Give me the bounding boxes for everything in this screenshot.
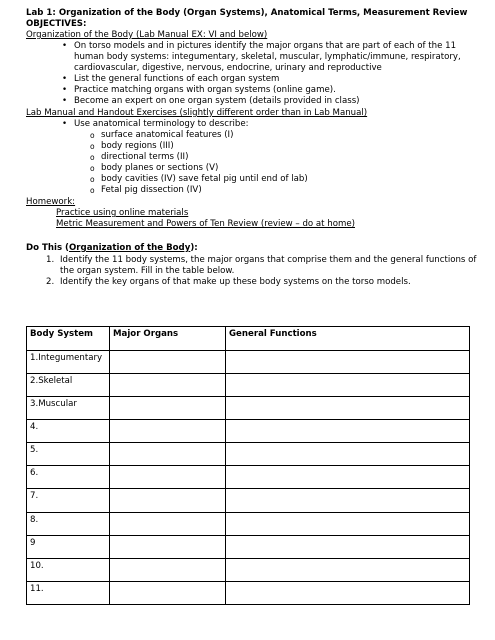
table-row	[27, 374, 470, 397]
step-number: 2.	[46, 277, 55, 287]
homework-link-metric-review[interactable]: Metric Measurement and Powers of Ten Review (review – do at home)	[56, 219, 355, 229]
do-this-heading	[26, 243, 198, 254]
general-functions-cell[interactable]	[226, 489, 470, 512]
objective-bullet-continuation: cardiovascular, digestive, nervous, endocrine, urinary and reproductive	[74, 63, 382, 73]
major-organs-cell[interactable]	[110, 489, 226, 512]
table-row	[27, 420, 470, 443]
major-organs-cell[interactable]	[110, 581, 226, 604]
major-organs-cell[interactable]	[110, 397, 226, 420]
column-header-general-functions: General Functions	[226, 327, 470, 351]
terminology-subitem: o body cavities (IV) save fetal pig until end of lab)	[101, 174, 308, 185]
terminology-bullet: • Use anatomical terminology to describe:	[74, 119, 249, 130]
general-functions-cell[interactable]	[226, 512, 470, 535]
major-organs-cell[interactable]	[110, 558, 226, 581]
step-text: Identify the key organs of that make up these body systems on the torso models.	[60, 277, 411, 287]
objective-bullet-continuation: human body systems: integumentary, skeletal, muscular, lymphatic/immune, respiratory,	[74, 52, 461, 62]
section-lab-manual-heading: Lab Manual and Handout Exercises (slightly different order than in Lab Manual)	[26, 108, 368, 118]
step-text-continuation: the organ system. Fill in the table below.	[60, 266, 235, 276]
major-organs-cell[interactable]	[110, 512, 226, 535]
major-organs-cell[interactable]	[110, 374, 226, 397]
terminology-subitem: o surface anatomical features (I)	[101, 130, 233, 141]
terminology-subitem: o body planes or sections (V)	[101, 163, 218, 174]
table-header-row	[27, 327, 470, 351]
table-row	[27, 351, 470, 374]
body-system-cell: 5.	[27, 443, 110, 466]
body-system-cell: 7.	[27, 489, 110, 512]
table-row	[27, 397, 470, 420]
body-system-cell: 8.	[27, 512, 110, 535]
column-header-body-system: Body System	[27, 327, 110, 351]
table-row	[27, 489, 470, 512]
body-system-cell: 11.	[27, 581, 110, 604]
general-functions-cell[interactable]	[226, 351, 470, 374]
table-row	[27, 466, 470, 489]
major-organs-cell[interactable]	[110, 466, 226, 489]
general-functions-cell[interactable]	[226, 374, 470, 397]
table-row	[27, 535, 470, 558]
terminology-subitem: o directional terms (II)	[101, 152, 188, 163]
general-functions-cell[interactable]	[226, 558, 470, 581]
do-this-prefix: Do This (	[26, 243, 69, 253]
objective-bullet: • On torso models and in pictures identify the major organs that are part of each of the 11	[74, 41, 456, 52]
body-systems-table	[26, 326, 470, 605]
column-header-major-organs: Major Organs	[110, 327, 226, 351]
general-functions-cell[interactable]	[226, 443, 470, 466]
major-organs-cell[interactable]	[110, 535, 226, 558]
objective-bullet: • List the general functions of each organ system	[74, 74, 279, 85]
homework-heading: Homework:	[26, 197, 76, 207]
step-number: 1.	[46, 255, 55, 265]
major-organs-cell[interactable]	[110, 351, 226, 374]
terminology-subitem: o Fetal pig dissection (IV)	[101, 185, 202, 196]
objectives-heading: OBJECTIVES:	[26, 19, 87, 29]
objective-bullet: • Practice matching organs with organ systems (online game).	[74, 85, 336, 96]
step-text: Identify the 11 body systems, the major organs that comprise them and the general functions of	[60, 255, 477, 265]
body-system-cell: 10.	[27, 558, 110, 581]
general-functions-cell[interactable]	[226, 397, 470, 420]
body-system-cell: 6.	[27, 466, 110, 489]
do-this-link: Organization of the Body	[69, 243, 191, 253]
body-system-cell: 2.Skeletal	[27, 374, 110, 397]
major-organs-cell[interactable]	[110, 443, 226, 466]
general-functions-cell[interactable]	[226, 420, 470, 443]
body-system-cell: 1.Integumentary	[27, 351, 110, 374]
do-this-suffix: ):	[190, 243, 198, 253]
general-functions-cell[interactable]	[226, 581, 470, 604]
homework-link-online-materials[interactable]: Practice using online materials	[56, 208, 189, 218]
page-title: Lab 1: Organization of the Body (Organ Systems), Anatomical Terms, Measurement Review	[26, 8, 468, 18]
general-functions-cell[interactable]	[226, 535, 470, 558]
body-system-cell: 9	[27, 535, 110, 558]
table-row	[27, 443, 470, 466]
general-functions-cell[interactable]	[226, 466, 470, 489]
table-row	[27, 581, 470, 604]
table-row	[27, 558, 470, 581]
body-system-cell: 4.	[27, 420, 110, 443]
major-organs-cell[interactable]	[110, 420, 226, 443]
section-organization-heading: Organization of the Body (Lab Manual EX: VI and below)	[26, 30, 268, 40]
objective-bullet: • Become an expert on one organ system (details provided in class)	[74, 96, 360, 107]
table-row	[27, 512, 470, 535]
terminology-subitem: o body regions (III)	[101, 141, 174, 152]
body-system-cell: 3.Muscular	[27, 397, 110, 420]
